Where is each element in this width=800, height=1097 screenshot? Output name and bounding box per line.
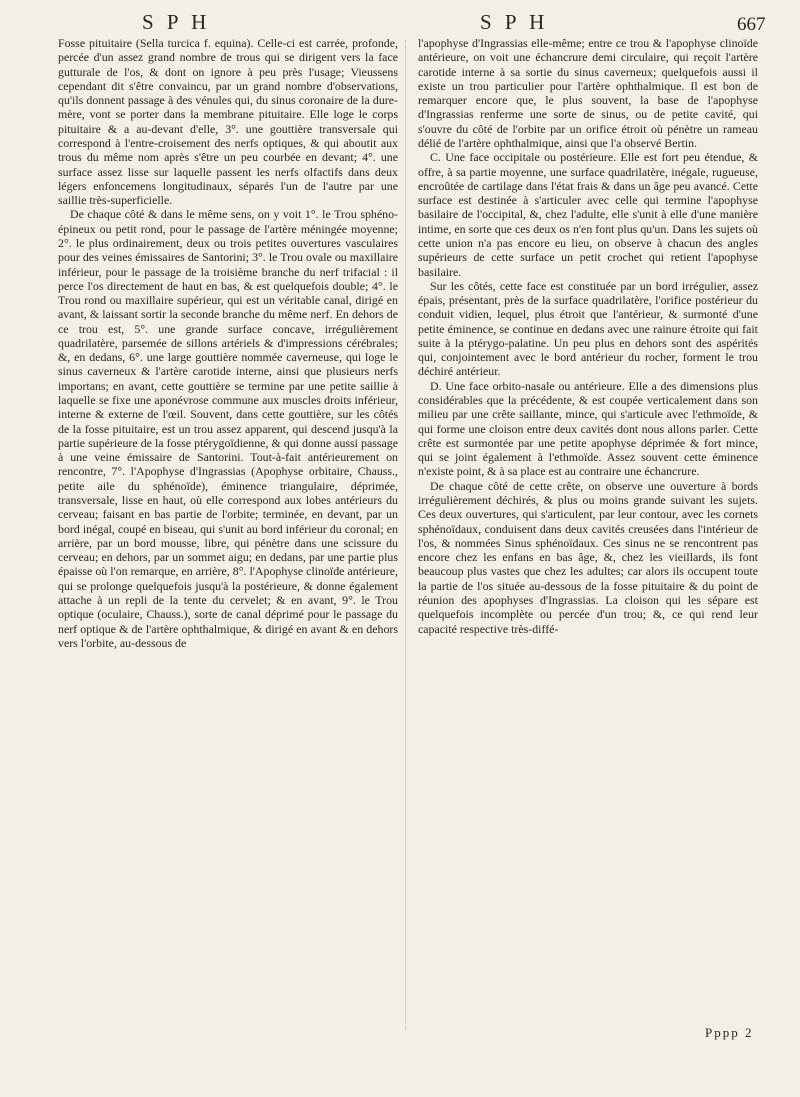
paragraph: Fosse pituitaire (Sella turcica f. equina). Celle-ci est carrée, profonde, percée d'un assez grand nombre de trous qui se dirigent vers la face gutturale de l'os, & dont on ignore à peu près l'usage; Vieussens cependant dit s'être convaincu, par un grand nombre d'observations, qu'ils donnent passage à des vénules qui, du sinus coronaire de la dure-mère, vont se porter dans la membrane pituitaire. Elle loge le corps pituitaire & a au-devant d'elle, 3°. une gouttière transversale qui correspond à l'entre-croisement des nerfs optiques, & qui aboutit aux trous du même nom après s'être un peu courbée en devant; 4°. une surface assez lisse sur laquelle passent les nerfs olfactifs dans deux légers enfoncemens longitudinaux, séparés l'un de l'autre par une saillie très-superficielle. — [58, 36, 398, 208]
left-column — [58, 36, 398, 650]
running-head-right: S P H — [480, 10, 549, 34]
column-divider — [405, 40, 406, 1030]
signature-mark: Pppp 2 — [705, 1025, 754, 1040]
paragraph: De chaque côté de cette crête, on observe une ouverture à bords irrégulièrement déchirés, & plus ou moins grande suivant les sujets. Ces deux ouvertures, qui s'articulent, par leur contour, avec les cornets sphénoïdaux, conduisent dans deux cavités creusées dans l'intérieur de l'os, & nommées Sinus sphénoïdaux. Ces sinus ne se rencontrent pas encore chez les enfans en bas âge, &, chez les vieillards, ils font beaucoup plus vastes que chez les adultes; car alors ils occupent toute la partie de l'os située au-dessous de la fosse pituitaire & du point de réunion des apophyses d'Ingrassias. La cloison qui les sépare est quelquefois incomplète ou percée d'un trou; &, ce qui rend leur capacité respective très-diffé- — [418, 478, 758, 636]
paragraph: Sur les côtés, cette face est constituée par un bord irrégulier, assez épais, présentant, près de la surface quadrilatère, l'orifice postérieur du conduit vidien, lequel, plus étroit que l'antérieur, & surmonté d'une petite éminence, se continue en dedans avec une rainure étroite qui fait suite à la ptérygo-palatine. Un peu plus en dehors sont des aspérités qui, conjointement avec le bord antérieur du rocher, forment le trou déchiré antérieur. — [418, 278, 758, 379]
paragraph: l'apophyse d'Ingrassias elle-même; entre ce trou & l'apophyse clinoïde antérieure, on voit une échancrure demi circulaire, qui reçoit l'artère carotide interne à sa sortie du sinus caverneux; quelquefois aussi il existe un trou particulier pour l'artère ophthalmique. Il est bon de remarquer encore que, le plus souvent, la base de l'apophyse d'Ingrassias renferme une sorte de sinus, ou de petite cavité, qui s'ouvre du côté de l'orbite par un orifice étroit où pénètre un rameau délié de l'artère ophthalmique, ainsi que l'a observé Bertin. — [418, 36, 758, 150]
right-column — [418, 36, 758, 636]
paragraph: De chaque côté & dans le même sens, on y voit 1°. le Trou sphéno-épineux ou petit rond, pour le passage de l'artère méningée moyenne; 2°. le plus ordinairement, deux ou trois petites ouvertures vasculaires pour des veines émissaires de Santorini; 3°. le Trou ovale ou maxillaire inférieur, pour le passage de la troisième branche du nerf trifacial : il perce l'os directement de haut en bas, & est quelquefois double; 4°. le Trou rond ou maxillaire supérieur, qui est un véritable canal, dirigé en avant, & laissant sortir la seconde branche du même nerf. En dehors de ce trou est, 5°. une grande surface concave, irrégulièrement quadrilatère, parsemée de sillons artériels & d'impressions cérébrales; &, en dedans, 6°. une large gouttière nommée caverneuse, qui loge le sinus caverneux & l'artère carotide interne, ainsi que plusieurs nerfs importans; en avant, cette gouttière se termine par une petite saillie à laquelle se fixe une aponévrose commune aux muscles droits inférieur, interne & externe de l'œil. Souvent, dans cette gouttière, sur les côtés de la fosse pituitaire, est un trou assez apparent, qui descend jusqu'à la partie supérieure de la fosse ptérygoïdienne, & qui donne aussi passage à une veine émissaire de Santorini. Tout-à-fait antérieurement on rencontre, 7°. l'Apophyse d'Ingrassias (Apophyse orbitaire, Chauss., petite aile du sphénoïde), éminence triangulaire, déprimée, transversale, lisse en haut, où elle correspond aux lobes antérieurs du cerveau; faisant en bas partie de l'orbite; terminée, en devant, par un bord inégal, coupé en biseau, qui s'unit au bord inférieur du coronal; en arrière, par un bord mousse, libre, qui pénètre dans une scissure du cerveau; en dehors, par un sommet aigu; en dedans, par une partie plus épaisse où l'on remarque, en arrière, 8°. l'Apophyse clinoïde antérieure, qui se prolonge quelquefois jusqu'à la postérieure, & donne également attache à un repli de la tente du cervelet; & en avant, 9°. le Trou optique (oculaire, Chauss.), sorte de canal déprimé pour le passage du nerf optique & de l'artère ophthalmique, & dirigé en avant & en dehors vers l'orbite, au-dessous de — [58, 207, 398, 650]
paragraph: C. Une face occipitale ou postérieure. Elle est fort peu étendue, & offre, à sa partie moyenne, une surface quadrilatère, inégale, rugueuse, encroûtée de cartilage dans l'état frais & dans un âge peu avancé. Cette surface est destinée à s'articuler avec celle qui termine l'apophyse basilaire de l'occipital, &, chez l'adulte, elle s'unit à elle d'une manière intime, en sorte que ces deux os n'en font plus qu'un. Dans les sujets où cette union n'a pas encore eu lieu, on observe à chacun des angles supérieurs de cette surface un petit crochet qui retient l'apophyse basilaire. — [418, 150, 758, 279]
running-head-left: S P H — [142, 10, 211, 34]
page-number: 667 — [737, 14, 766, 35]
paragraph: D. Une face orbito-nasale ou antérieure. Elle a des dimensions plus considérables que la précédente, & est coupée verticalement dans son milieu par une crête saillante, mince, qui s'articule avec l'ethmoïde, & qui forme une cloison entre deux cavités dont nous allons parler. Cette crête est surmontée par une petite apophyse déprimée & fort mince, qui se joint également à l'ethmoïde. Assez souvent cette éminence n'existe point, & à sa place est au contraire une échancrure. — [418, 378, 758, 479]
